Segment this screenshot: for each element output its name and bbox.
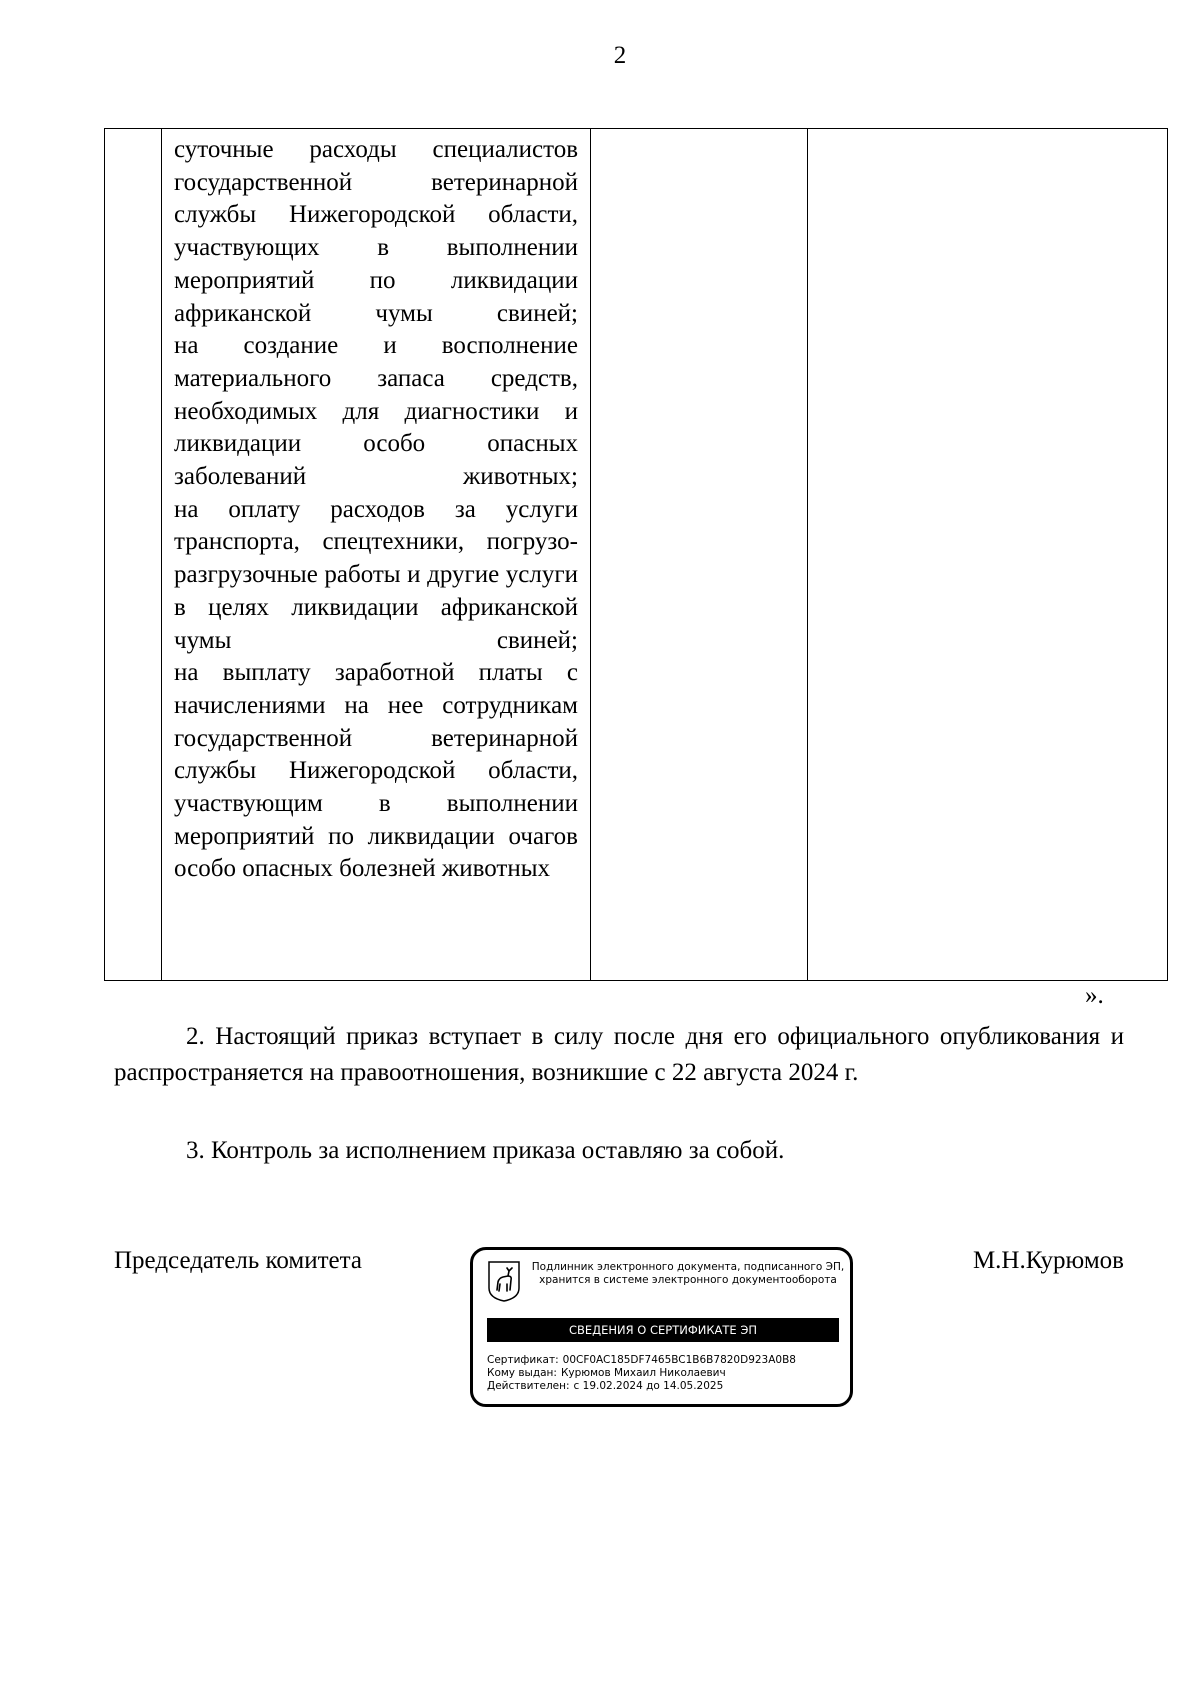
signatory-position: Председатель комитета — [114, 1247, 362, 1274]
table-cell-empty — [808, 129, 1168, 981]
deer-emblem-icon — [487, 1260, 521, 1302]
certificate-line: Сертификат: 00CF0AC185DF7465BC1B6B7820D923A0B8 — [487, 1354, 796, 1366]
list-item: на создание и восполнение материального запаса средств, необходимых для диагностики и ликвидации особо опасных заболеваний животных; — [174, 332, 578, 491]
stamp-header-line: хранится в системе электронного документооборота — [539, 1274, 837, 1286]
continuation-table — [104, 128, 1168, 981]
table-row — [105, 129, 1168, 981]
stamp-header-line: Подлинник электронного документа, подписанного ЭП, — [531, 1261, 845, 1273]
electronic-signature-stamp — [470, 1247, 853, 1407]
table-cell-empty — [591, 129, 808, 981]
paragraph-2: 2. Настоящий приказ вступает в силу после дня его официального опубликования и распространяется на правоотношения, возникшие с 22 августа 2024 г. — [114, 1023, 1124, 1086]
list-item: на оплату расходов за услуги транспорта, спецтехники, погрузо-разгрузочные работы и другие услуги в целях ликвидации африканской чумы свиней; — [174, 495, 578, 654]
table-cell-description — [162, 129, 591, 981]
list-item: суточные расходы специалистов государственной ветеринарной службы Нижегородской области, участвующих в выполнении мероприятий по ликвидации африканской чумы свиней; — [174, 136, 578, 327]
closing-quote: ». — [1085, 982, 1104, 1009]
paragraph-3: 3. Контроль за исполнением приказа оставляю за собой. — [186, 1137, 785, 1164]
stamp-title-bar: СВЕДЕНИЯ О СЕРТИФИКАТЕ ЭП — [487, 1318, 839, 1342]
validity-line: Действителен: с 19.02.2024 до 14.05.2025 — [487, 1380, 724, 1392]
table-cell-number — [105, 129, 162, 981]
list-item: на выплату заработной платы с начислениями на нее сотрудникам государственной ветеринарной службы Нижегородской области, участвующим в выполнении мероприятий по ликвидации очагов особо опасных болезней животных — [174, 659, 578, 883]
page-number: 2 — [613, 42, 627, 69]
issued-to-line: Кому выдан: Курюмов Михаил Николаевич — [487, 1367, 726, 1379]
signatory-name: М.Н.Курюмов — [972, 1247, 1124, 1274]
